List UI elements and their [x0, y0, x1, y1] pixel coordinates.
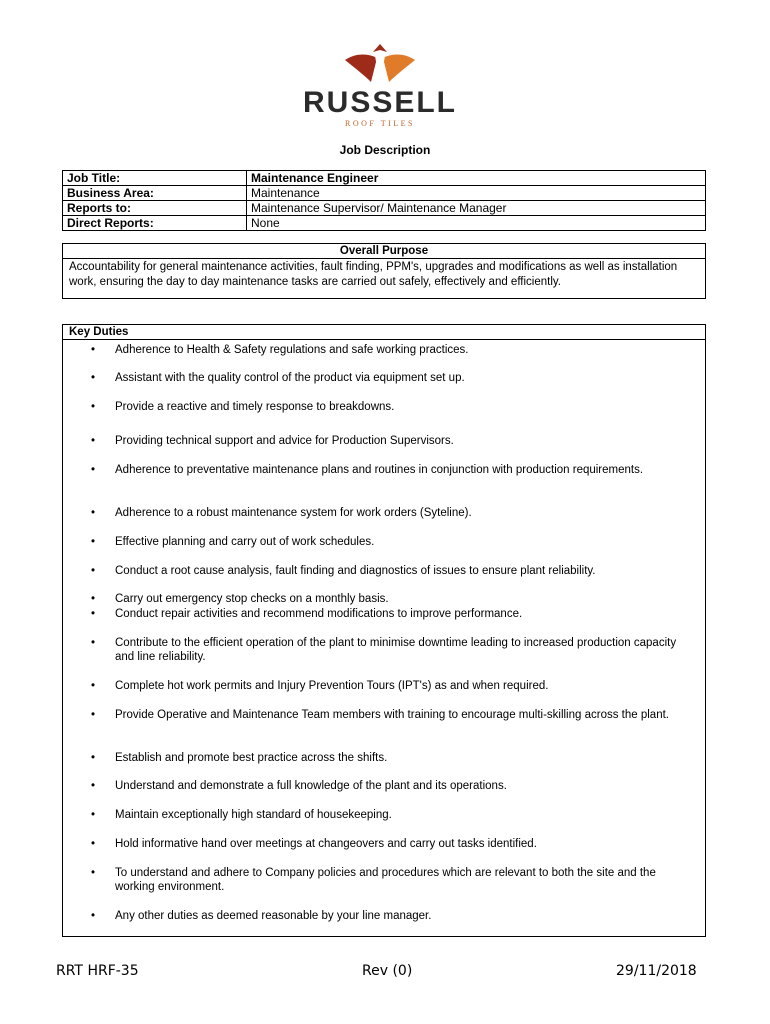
bullet-icon: • — [91, 593, 96, 605]
list-item: • Conduct a root cause analysis, fault finding and diagnostics of issues to ensure plant reliability. — [91, 565, 596, 577]
logo-wordmark: RUSSELL — [302, 86, 457, 119]
info-label: Direct Reports: — [63, 216, 247, 231]
info-value: Maintenance — [247, 186, 706, 201]
logo-tagline: ROOF TILES — [345, 119, 415, 128]
section-heading: Key Duties — [63, 325, 705, 340]
bullet-icon: • — [91, 536, 96, 548]
list-item: • Assistant with the quality control of the product via equipment set up. — [91, 372, 465, 384]
bullet-icon: • — [91, 507, 96, 519]
list-item: • Effective planning and carry out of work schedules. — [91, 536, 375, 548]
bullet-icon: • — [91, 637, 96, 649]
bullet-icon: • — [91, 464, 96, 476]
bullet-icon: • — [91, 809, 96, 821]
info-value: Maintenance Engineer — [247, 171, 706, 186]
overall-purpose-section — [62, 243, 706, 299]
list-item: • Any other duties as deemed reasonable by your line manager. — [91, 910, 432, 922]
bullet-icon: • — [91, 344, 96, 356]
section-heading: Overall Purpose — [63, 244, 705, 259]
info-value: Maintenance Supervisor/ Maintenance Manager — [247, 201, 706, 216]
bullet-icon: • — [91, 780, 96, 792]
key-duties-section — [62, 324, 706, 937]
bullet-icon: • — [91, 867, 96, 879]
table-row — [63, 186, 706, 201]
roof-tiles-logo-icon — [275, 42, 485, 86]
bullet-icon: • — [91, 910, 96, 922]
info-label: Job Title: — [63, 171, 247, 186]
list-item: • Carry out emergency stop checks on a monthly basis. — [91, 593, 389, 605]
list-item: • Conduct repair activities and recommend modifications to improve performance. — [91, 608, 523, 620]
bullet-icon: • — [91, 401, 96, 413]
bullet-icon: • — [91, 608, 96, 620]
bullet-icon: • — [91, 565, 96, 577]
list-item: • Provide a reactive and timely response to breakdowns. — [91, 401, 395, 413]
job-info-table — [62, 170, 706, 231]
footer-date: 29/11/2018 — [616, 963, 697, 979]
table-row — [63, 201, 706, 216]
bullet-icon: • — [91, 838, 96, 850]
purpose-text: Accountability for general maintenance activities, fault finding, PPM's, upgrades and modifications as well as installation work, ensuring the day to day maintenance tasks are carried out safely, effectively and efficiently. — [69, 261, 678, 288]
bullet-icon: • — [91, 752, 96, 764]
list-item: • To understand and adhere to Company policies and procedures which are relevant to both the site and the working environment. — [91, 867, 656, 893]
list-item: • Establish and promote best practice across the shifts. — [91, 752, 388, 764]
document-title: Job Description — [339, 143, 431, 157]
bullet-icon: • — [91, 435, 96, 447]
list-item: • Adherence to preventative maintenance plans and routines in conjunction with production requirements. — [91, 464, 644, 476]
list-item: • Providing technical support and advice for Production Supervisors. — [91, 435, 454, 447]
info-value: None — [247, 216, 706, 231]
list-item: • Complete hot work permits and Injury Prevention Tours (IPT's) as and when required. — [91, 680, 549, 692]
list-item: • Hold informative hand over meetings at changeovers and carry out tasks identified. — [91, 838, 537, 850]
list-item: • Understand and demonstrate a full knowledge of the plant and its operations. — [91, 780, 507, 792]
table-row — [63, 171, 706, 186]
company-logo — [275, 42, 485, 132]
footer-reference: RRT HRF-35 — [56, 963, 139, 979]
list-item: • Maintain exceptionally high standard of housekeeping. — [91, 809, 392, 821]
bullet-icon: • — [91, 680, 96, 692]
list-item: • Adherence to a robust maintenance system for work orders (Syteline). — [91, 507, 472, 519]
bullet-icon: • — [91, 372, 96, 384]
table-row — [63, 216, 706, 231]
footer-revision: Rev (0) — [362, 963, 413, 979]
bullet-icon: • — [91, 709, 96, 721]
list-item: • Contribute to the efficient operation of the plant to minimise downtime leading to increased production capacity and line reliability. — [91, 637, 677, 663]
list-item: • Provide Operative and Maintenance Team members with training to encourage multi-skilling across the plant. — [91, 709, 669, 721]
list-item: • Adherence to Health & Safety regulations and safe working practices. — [91, 344, 469, 356]
info-label: Business Area: — [63, 186, 247, 201]
info-label: Reports to: — [63, 201, 247, 216]
